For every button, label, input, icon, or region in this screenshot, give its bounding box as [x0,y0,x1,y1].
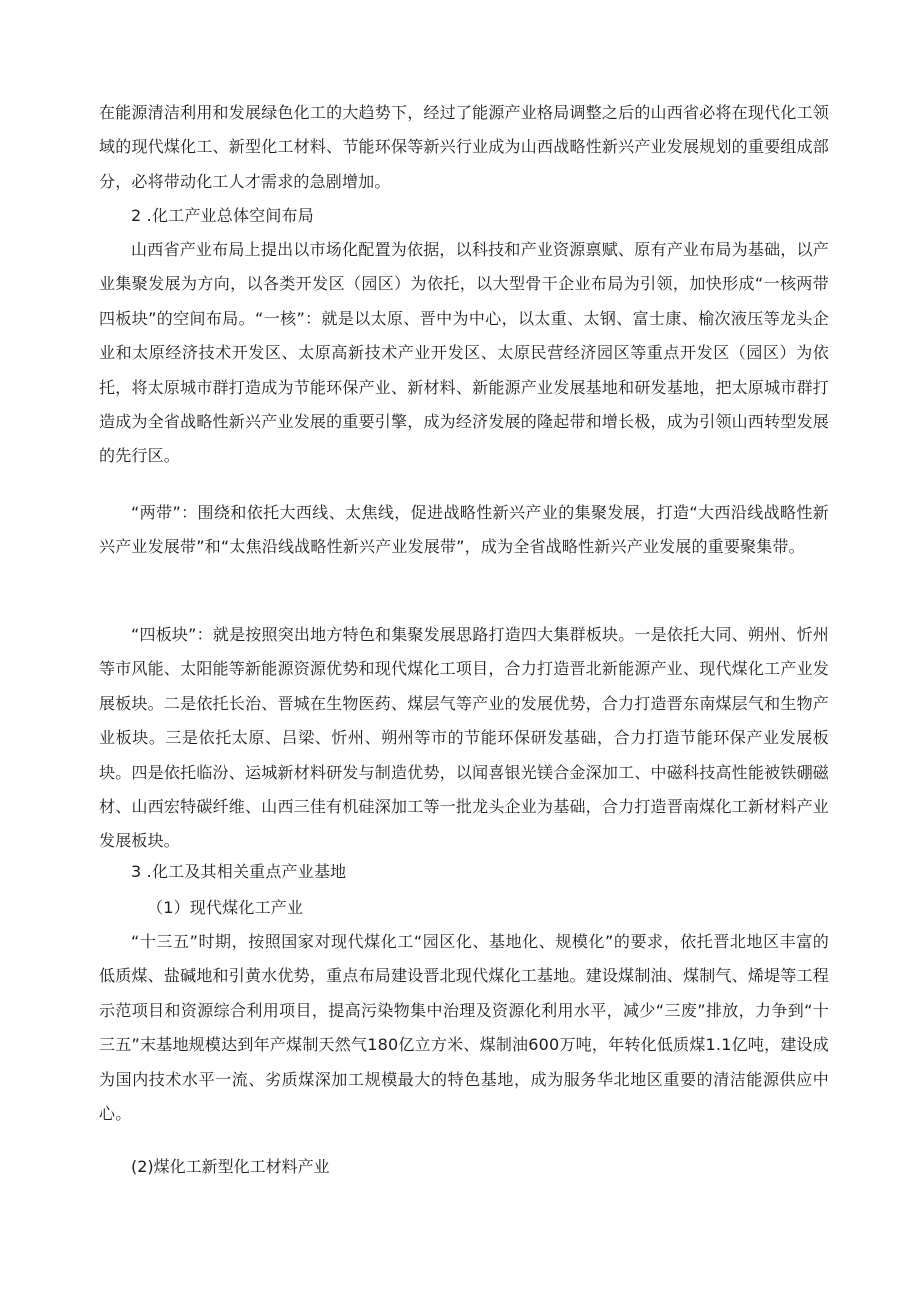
section-heading: 3 .化工及其相关重点产业基地 [131,862,347,881]
section-heading: 2 .化工产业总体空间布局 [131,206,314,225]
body-paragraph: “两带”：围绕和依托大西线、太焦线，促进战略性新兴产业的集聚发展，打造“大西沿线战略性新兴产业发展带”和“太焦沿线战略性新兴产业发展带”，成为全省战略性新兴产业发展的重要聚集带。 [99,503,829,557]
subsection-heading: （1）现代煤化工产业 [147,898,304,917]
body-paragraph: 山西省产业布局上提出以市场化配置为依据，以科技和产业资源禀赋、原有产业布局为基础，以产业集聚发展为方向，以各类开发区（园区）为依托，以大型骨干企业布局为引领，加快形成“一核两带四板块”的空间布局。“一核”：就是以太原、晋中为中心，以太重、太钢、富士康、榆次液压等龙头企业和太原经济技术开发区、太原高新技术产业开发区、太原民营经济园区等重点开发区（园区）为依托，将太原城市群打造成为节能环保产业、新材料、新能源产业发展基地和研发基地，把太原城市群打造成为全省战略性新兴产业发展的重要引擎，成为经济发展的隆起带和增长极，成为引领山西转型发展的先行区。 [99,240,829,466]
body-paragraph: “十三五”时期，按照国家对现代煤化工“园区化、基地化、规模化”的要求，依托晋北地区丰富的低质煤、盐碱地和引黄水优势，重点布局建设晋北现代煤化工基地。建设煤制油、煤制气、烯堤等工程示范项目和资源综合利用项目，提高污染物集中治理及资源化利用水平，减少“三废”排放，力争到“十三五”末基地规模达到年产煤制天然气180亿立方米、煤制油600万吨，年转化低质煤1.1亿吨，建设成为国内技术水平一流、劣质煤深加工规模最大的特色基地，成为服务华北地区重要的清洁能源供应中心。 [99,932,829,1124]
subsection-heading: (2)煤化工新型化工材料产业 [131,1157,330,1176]
body-paragraph: “四板块”：就是按照突出地方特色和集聚发展思路打造四大集群板块。一是依托大同、朔州、忻州等市风能、太阳能等新能源资源优势和现代煤化工项目，合力打造晋北新能源产业、现代煤化工产业发展板块。二是依托长治、晋城在生物医药、煤层气等产业的发展优势，合力打造晋东南煤层气和生物产业板块。三是依托太原、吕梁、忻州、朔州等市的节能环保研发基础，合力打造节能环保产业发展板块。四是依托临汾、运城新材料研发与制造优势，以闻喜银光镁合金深加工、中磁科技高性能被铁硼磁材、山西宏特碳纤维、山西三佳有机硅深加工等一批龙头企业为基础，合力打造晋南煤化工新材料产业发展板块。 [99,625,829,851]
body-paragraph: 在能源清洁利用和发展绿色化工的大趋势下，经过了能源产业格局调整之后的山西省必将在现代化工领域的现代煤化工、新型化工材料、节能环保等新兴行业成为山西战略性新兴产业发展规划的重要组成部分，必将带动化工人才需求的急剧增加。 [99,103,829,191]
